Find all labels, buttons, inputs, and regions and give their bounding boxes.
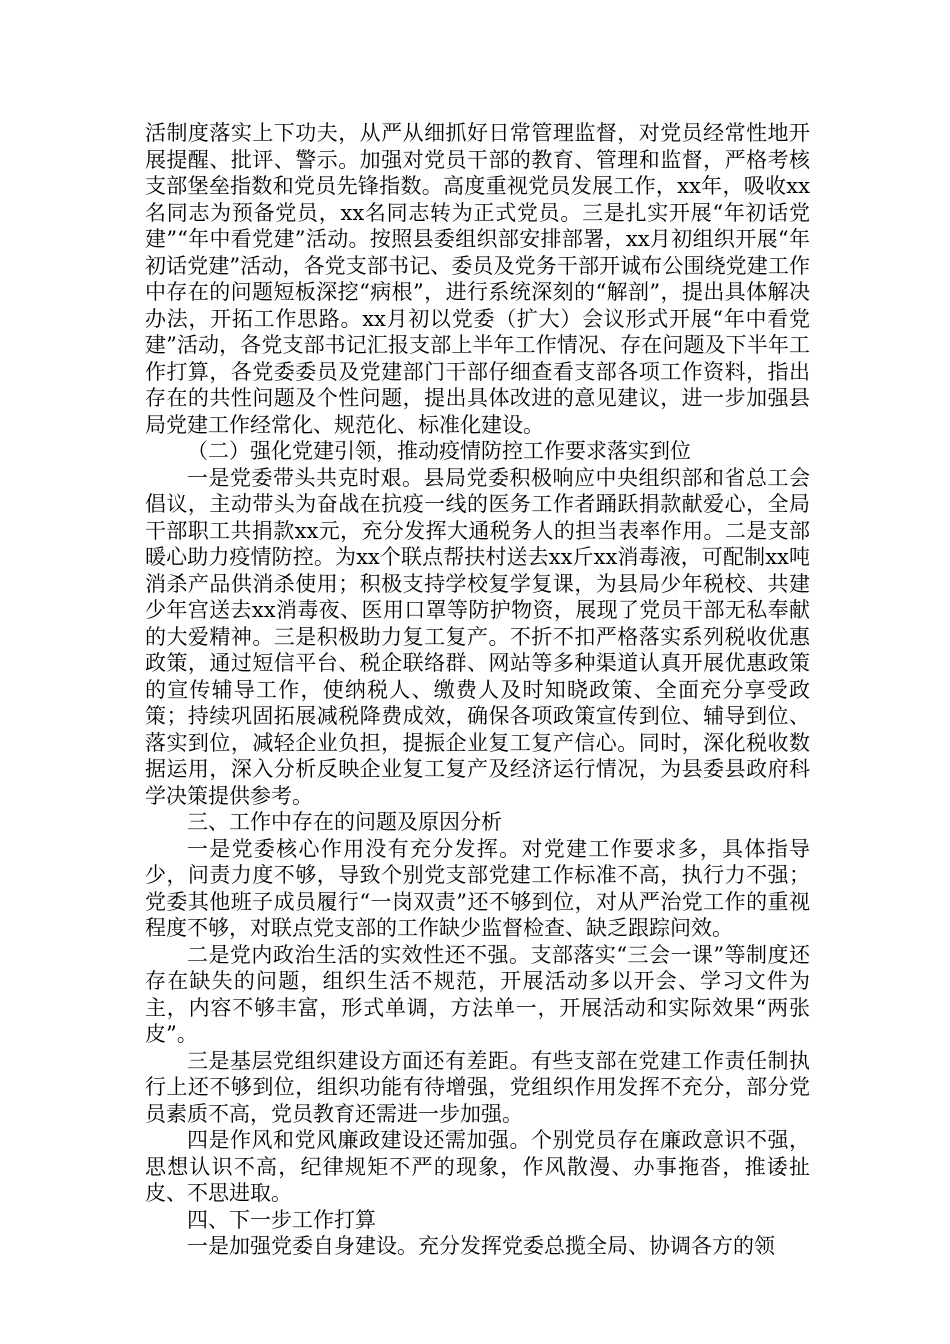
paragraph-problem-3: 三是基层党组织建设方面还有差距。有些支部在党建工作责任制执行上还不够到位，组织功能有待增强，党组织作用发挥不充分，部分党员素质不高，党员教育还需进一步加强。 xyxy=(145,1048,810,1126)
section-heading-next-steps: 四、下一步工作打算 xyxy=(187,1207,376,1232)
document-body xyxy=(145,120,810,1260)
paragraph-party-life-supervision: 活制度落实上下功夫，从严从细抓好日常管理监督，对党员经常性地开展提醒、批评、警示。加强对党员干部的教育、管理和监督，严格考核支部堡垒指数和党员先锋指数。高度重视党员发展工作，xx年，吸收xx名同志为预备党员，xx名同志转为正式党员。三是扎实开展“年初话党建”“年中看党建”活动。按照县委组织部安排部署，xx月初组织开展“年初话党建”活动，各党支部书记、委员及党务干部开诚布公围绕党建工作中存在的问题短板深挖“病根”，进行系统深刻的“解剖”，提出具体解决办法，开拓工作思路。xx月初以党委（扩大）会议形式开展“年中看党建”活动，各党支部书记汇报支部上半年工作情况、存在问题及下半年工作打算，各党委委员及党建部门干部仔细查看支部各项工作资料，指出存在的共性问题及个性问题，提出具体改进的意见建议，进一步加强县局党建工作经常化、规范化、标准化建设。 xyxy=(145,121,810,437)
paragraph-next-step-1: 一是加强党委自身建设。充分发挥党委总揽全局、协调各方的领 xyxy=(187,1234,775,1258)
paragraph-problem-2: 二是党内政治生活的实效性还不强。支部落实“三会一课”等制度还存在缺失的问题，组织生活不规范，开展活动多以开会、学习文件为主，内容不够丰富，形式单调，方法单一，开展活动和实际效果“两张皮”。 xyxy=(145,942,810,1046)
section-heading-problems-analysis: 三、工作中存在的问题及原因分析 xyxy=(187,810,502,834)
paragraph-problem-4: 四是作风和党风廉政建设还需加强。个别党员存在廉政意识不强，思想认识不高，纪律规矩不严的现象，作风散漫、办事拖沓，推诿扯皮、不思进取。 xyxy=(145,1128,810,1205)
paragraph-epidemic-support: 一是党委带头共克时艰。县局党委积极响应中央组织部和省总工会倡议，主动带头为奋战在抗疫一线的医务工作者踊跃捐款献爱心，全局干部职工共捐款xx元，充分发挥大通税务人的担当表率作用。二是支部暖心助力疫情防控。为xx个联点帮扶村送去xx斤xx消毒液，可配制xx吨消杀产品供消杀使用；积极支持学校复学复课，为县局少年税校、共建少年宫送去xx消毒夜、医用口罩等防护物资，展现了党员干部无私奉献的大爱精神。三是积极助力复工复产。不折不扣严格落实系列税收优惠政策，通过短信平台、税企联络群、网站等多种渠道认真开展优惠政策的宣传辅导工作，使纳税人、缴费人及时知晓政策、全面充分享受政策；持续巩固拓展减税降费成效，确保各项政策宣传到位、辅导到位、落实到位，减轻企业负担，提振企业复工复产信心。同时，深化税收数据运用，深入分析反映企业复工复产及经济运行情况，为县委县政府科学决策提供参考。 xyxy=(145,465,810,808)
paragraph-problem-1: 一是党委核心作用没有充分发挥。对党建工作要求多，具体指导少，问责力度不够，导致个别党支部党建工作标准不高，执行力不强；党委其他班子成员履行“一岗双责”还不够到位，对从严治党工作的重视程度不够，对联点党支部的工作缺少监督检查、缺乏跟踪问效。 xyxy=(145,836,810,940)
section-heading-epidemic-control: （二）强化党建引领，推动疫情防控工作要求落实到位 xyxy=(187,439,691,463)
